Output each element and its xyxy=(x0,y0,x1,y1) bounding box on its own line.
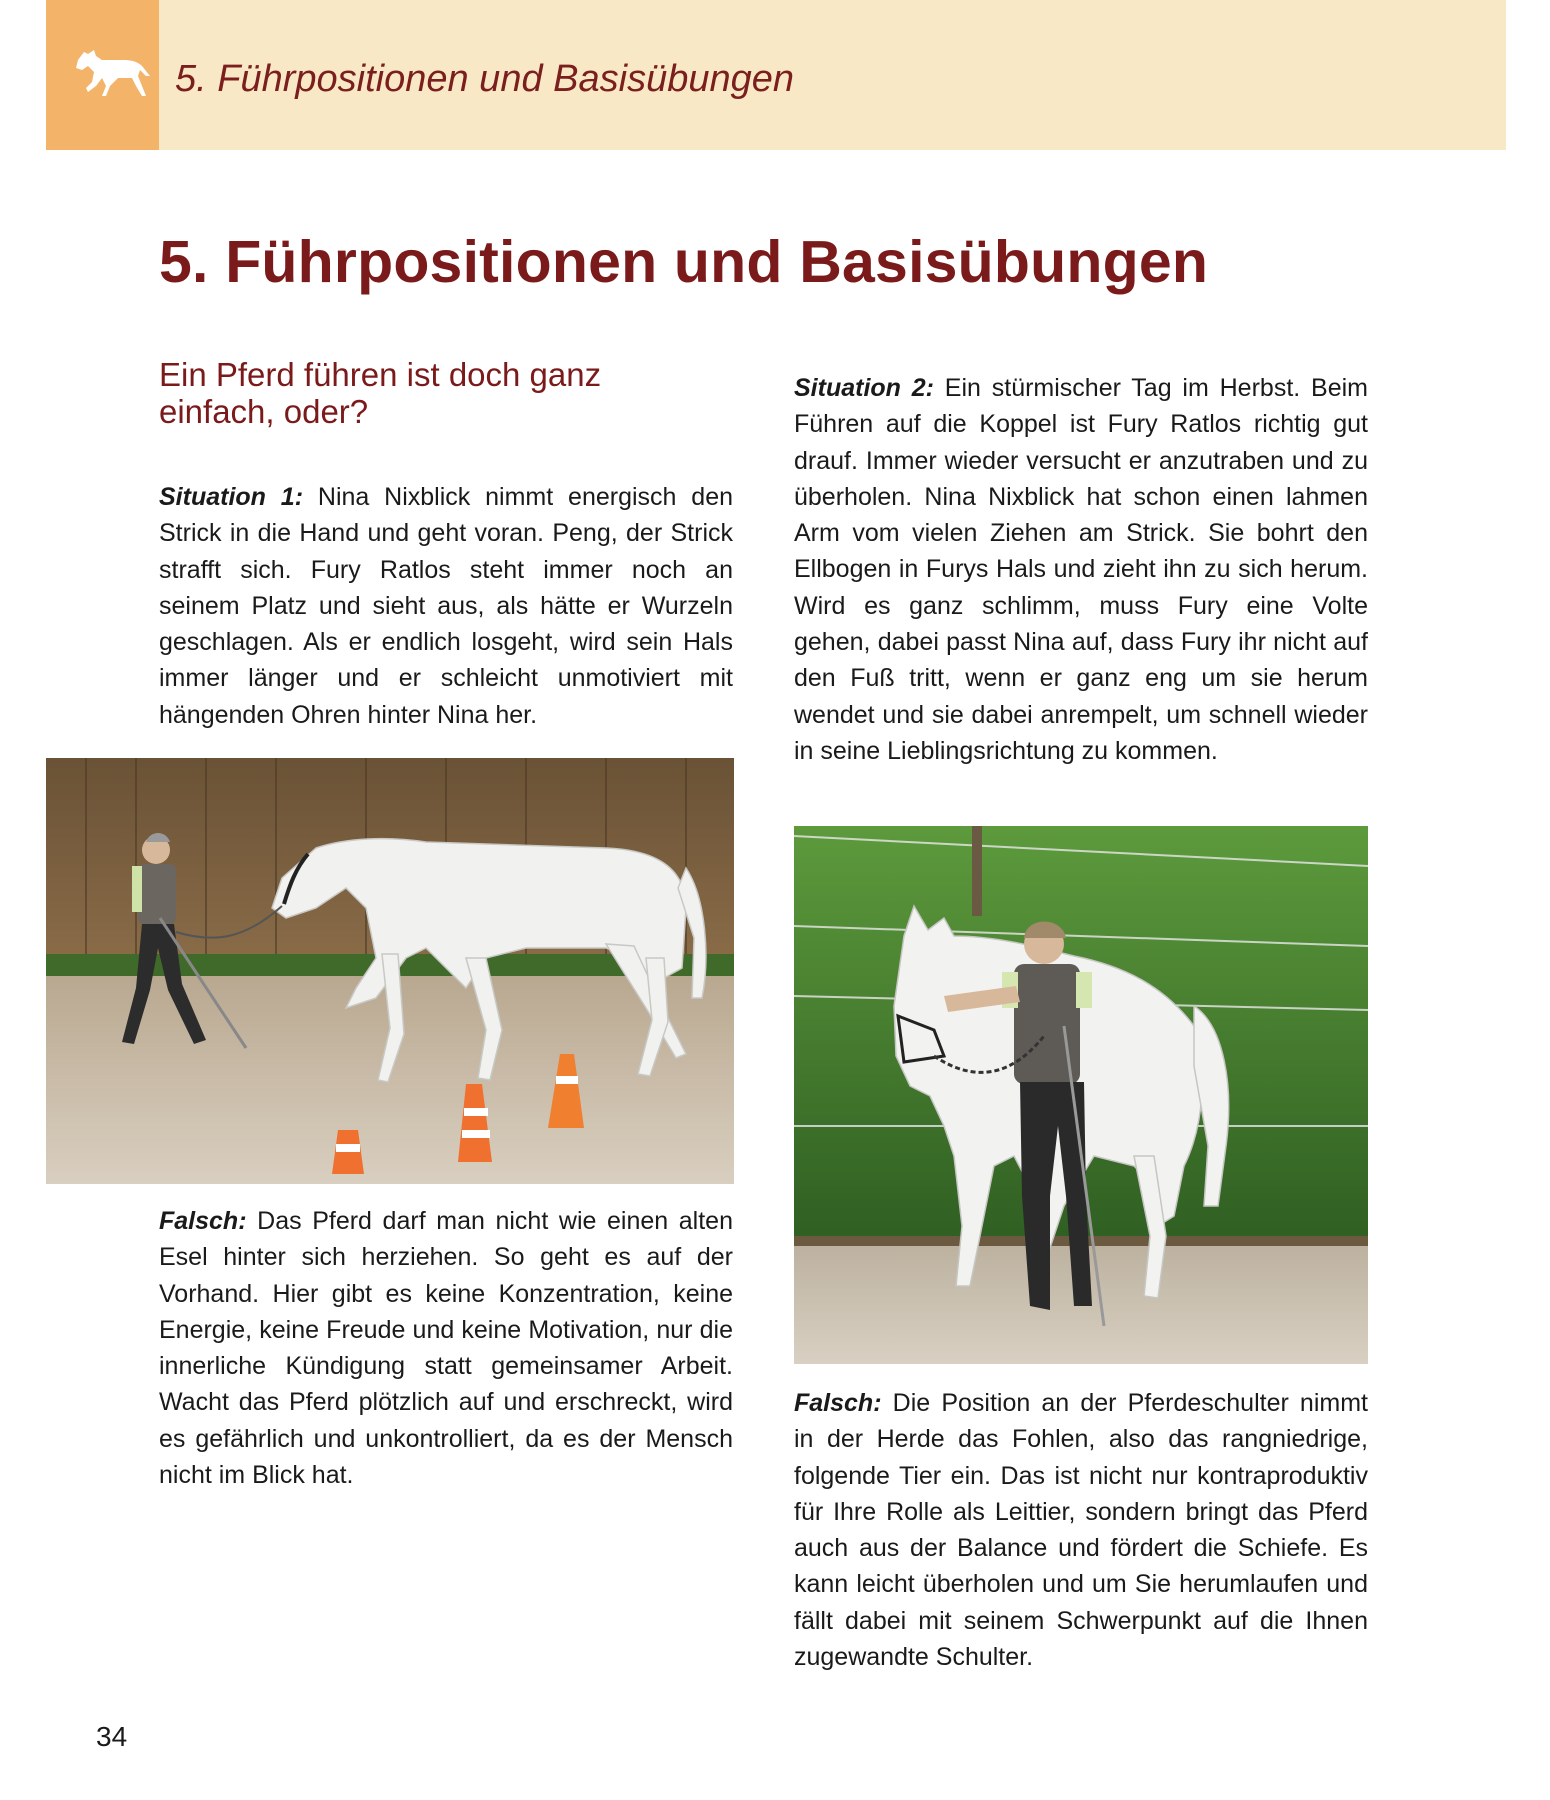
caption2-lead: Falsch: xyxy=(794,1389,882,1417)
section-subheading: Ein Pferd führen ist doch ganz einfach, oder? xyxy=(159,356,602,430)
running-title: 5. Führpositionen und Basisübungen xyxy=(175,58,795,100)
situation1-lead: Situation 1: xyxy=(159,483,304,511)
photo-horse-pulled-behind xyxy=(46,758,734,1184)
caption2-text: Die Position an der Pferdeschulter nimmt in der Herde das Fohlen, also das rangniedrige, folgende Tier ein. Das ist nicht nur kontraproduktiv für Ihre Rolle als Leittier, sondern bringt das Pferd auch aus der Balance und fördert die Schiefe. Es kann leicht überholen und um Sie herumlaufen und fällt dabei mit seinem Schwerpunkt auf die Ihnen zugewandte Schulter. xyxy=(794,1389,1368,1672)
photo-horse-at-shoulder xyxy=(794,826,1368,1364)
caption1-lead: Falsch: xyxy=(159,1207,247,1235)
horse-icon xyxy=(72,46,154,102)
caption1-paragraph xyxy=(159,1203,733,1493)
situation2-text: Ein stürmischer Tag im Herbst. Beim Führen auf die Koppel ist Fury Ratlos richtig gut drauf. Immer wieder versucht er anzutraben und zu überholen. Nina Nixblick hat schon einen lahmen Arm vom vielen Ziehen am Strick. Sie bohrt den Ellbogen in Furys Hals und zieht ihn zu sich herum. Wird es ganz schlimm, muss Fury eine Volte gehen, dabei passt Nina auf, dass Fury ihr nicht auf den Fuß tritt, wenn er ganz eng um sie herum wendet und sie dabei anrempelt, um schnell wieder in seine Lieblingsrichtung zu kommen. xyxy=(794,374,1368,765)
situation1-paragraph xyxy=(159,479,733,733)
situation2-lead: Situation 2: xyxy=(794,374,934,402)
caption1-text: Das Pferd darf man nicht wie einen alten Esel hinter sich herziehen. So geht es auf der Vorhand. Hier gibt es keine Konzentration, keine Energie, keine Freude und keine Motivation, nur die innerliche Kündigung statt gemeinsamer Arbeit. Wacht das Pferd plötzlich auf und erschreckt, wird es gefährlich und unkontrolliert, da es der Mensch nicht im Blick hat. xyxy=(159,1207,733,1490)
page-number: 34 xyxy=(96,1721,128,1752)
situation2-paragraph xyxy=(794,370,1368,769)
chapter-title: 5. Führpositionen und Basisübungen xyxy=(159,229,1209,295)
caption2-paragraph xyxy=(794,1385,1368,1675)
header-tab xyxy=(46,0,159,150)
situation1-text: Nina Nixblick nimmt energisch den Strick in die Hand und geht voran. Peng, der Strick strafft sich. Fury Ratlos steht immer noch an seinem Platz und sieht aus, als hätte er Wurzeln geschlagen. Als er endlich losgeht, wird sein Hals immer länger und er schleicht unmotiviert mit hängenden Ohren hinter Nina her. xyxy=(159,483,734,729)
